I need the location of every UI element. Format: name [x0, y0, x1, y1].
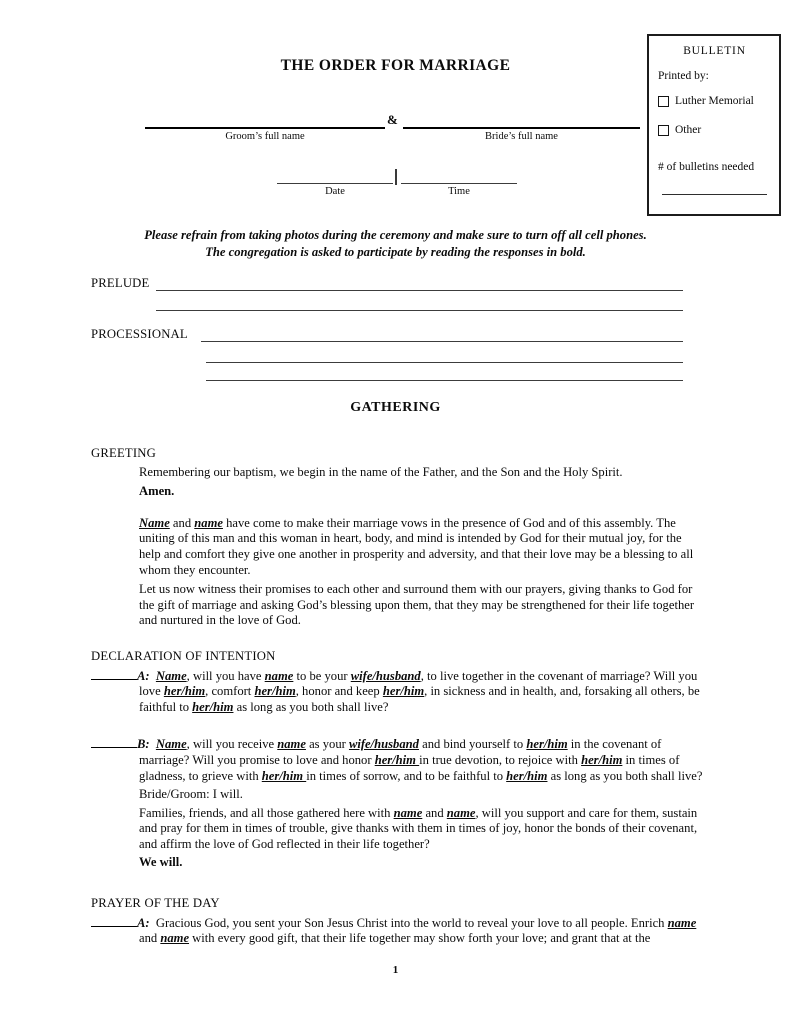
processional-label: PROCESSIONAL	[91, 327, 188, 341]
body-content	[91, 446, 705, 947]
bride-groom-response: Bride/Groom: I will.	[139, 787, 243, 802]
notice-line-2: The congregation is asked to participate by reading the responses in bold.	[205, 245, 586, 259]
bulletin-title: BULLETIN	[683, 45, 746, 57]
amen-response: Amen.	[139, 484, 175, 499]
date-label: Date	[325, 186, 345, 197]
declaration-question-b: B: Name, will you receive name as your wife/husband and bind yourself to her/him in the covenant of marriage? Will you promise to love and honor her/him in true devotion, to rejoice with her/him in times of gladness, to grieve with her/him in times of sorrow, and to be faithful to her/him as long as you both shall live?	[139, 737, 705, 784]
printed-by-label: Printed by:	[658, 70, 709, 82]
date-field[interactable]	[277, 183, 393, 184]
option-label: Luther Memorial	[675, 95, 754, 107]
prelude-field-line-2[interactable]	[156, 310, 683, 311]
bride-name-label: Bride’s full name	[485, 131, 558, 142]
option-luther-memorial[interactable]	[658, 95, 771, 107]
time-label: Time	[448, 186, 470, 197]
ampersand: &	[387, 112, 398, 127]
prelude-label: PRELUDE	[91, 276, 150, 290]
greeting-paragraph: Name and name have come to make their marriage vows in the presence of God and of this assembly. The uniting of this man and this woman in heart, body, and mind is intended by God for their mutual joy, for the help and comfort they give one another in prosperity and adversity, and that their love may be a blessing to all whom they encounter.	[139, 515, 694, 577]
ceremony-notice	[0, 227, 791, 261]
page-number: 1	[392, 964, 399, 976]
groom-name-label: Groom’s full name	[225, 131, 305, 142]
processional-field-line-2[interactable]	[206, 362, 683, 363]
families-paragraph: Families, friends, and all those gathered here with name and name, will you support and care for them, sustain and pray for them in times of trouble, give thanks with them in times of joy, honor the bonds of their covenant, and affirm the love of God reflected in their life together?	[139, 805, 698, 851]
declaration-heading: DECLARATION OF INTENTION	[91, 648, 276, 663]
we-will-response: We will.	[139, 855, 183, 870]
groom-name-field[interactable]	[145, 127, 385, 129]
prayer-paragraph-a: A: Gracious God, you sent your Son Jesus Christ into the world to reveal your love to all people. Enrich name and name with every good gift, that their life together may show forth your love; and grant that at the	[139, 916, 705, 947]
bulletin-box	[647, 34, 781, 216]
option-other[interactable]	[658, 124, 771, 136]
checkbox-other[interactable]	[658, 125, 669, 136]
page-title: THE ORDER FOR MARRIAGE	[280, 57, 511, 74]
prayer-heading: PRAYER OF THE DAY	[91, 896, 220, 911]
greeting-paragraph: Let us now witness their promises to each other and surround them with our prayers, giving thanks to God for the gift of marriage and asking God’s blessing upon them, that they may be strengthened for their life together and nurtured in the love of God.	[139, 582, 695, 628]
processional-field-line-1[interactable]	[201, 341, 683, 342]
option-label: Other	[675, 124, 702, 136]
bride-name-field[interactable]	[403, 127, 640, 129]
date-time-separator	[395, 169, 397, 185]
checkbox-luther-memorial[interactable]	[658, 96, 669, 107]
processional-field-line-3[interactable]	[206, 380, 683, 381]
greeting-heading: GREETING	[91, 446, 157, 460]
notice-line-1: Please refrain from taking photos during the ceremony and make sure to turn off all cell phones.	[144, 228, 647, 242]
bulletins-needed-label: # of bulletins needed	[658, 161, 755, 173]
bulletins-count-field[interactable]	[662, 194, 767, 195]
greeting-paragraph: Remembering our baptism, we begin in the name of the Father, and the Son and the Holy Spirit.	[139, 464, 623, 479]
declaration-question-a: A: Name, will you have name to be your wife/husband, to live together in the covenant of marriage? Will you love her/him, comfort her/him, honor and keep her/him, in sickness and in health, and, forsaking all others, be faithful to her/him as long as you both shall live?	[139, 669, 705, 716]
gathering-heading: GATHERING	[350, 400, 441, 415]
prelude-field-line-1[interactable]	[156, 290, 683, 291]
time-field[interactable]	[401, 183, 517, 184]
